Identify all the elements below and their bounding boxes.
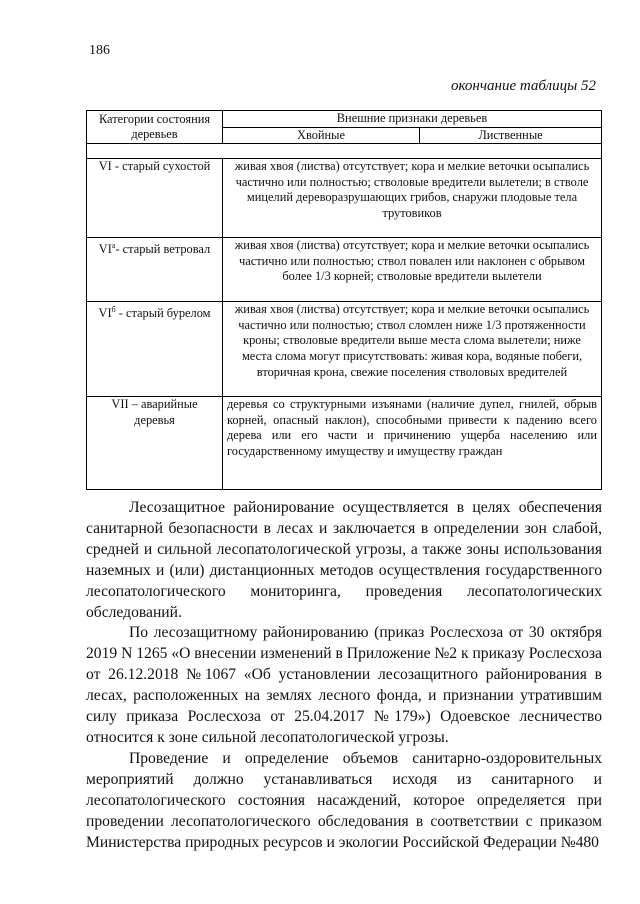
- row-category: [87, 302, 223, 397]
- header-category: Категории состояния деревьев: [87, 111, 223, 144]
- category-superscript: а: [111, 241, 116, 251]
- header-deciduous: Лиственные: [420, 127, 602, 144]
- row-description: живая хвоя (листва) отсутствует; кора и мелкие веточки осыпались частично или полностью; ствол повален или наклонен с обрывом более 1/3 корней; стволовые вредители вылетели: [223, 238, 602, 302]
- paragraph: Проведение и определение объемов санитарно-оздоровительных мероприятий должно устанавливаться исходя из санитарного и лесопатологического состояния насаждений, которое определяется при проведении лесопатологического обследования в соответствии с приказом Министерства природных ресурсов и экологии Российской Федерации №480: [86, 749, 602, 851]
- row-category: VII – аварийные деревья: [87, 397, 223, 490]
- table-row: [87, 302, 602, 397]
- tree-condition-table: [86, 110, 602, 490]
- table-row: [87, 159, 602, 238]
- page-number: 186: [89, 43, 110, 58]
- category-text: - старый бурелом: [115, 306, 211, 321]
- table-row: [87, 238, 602, 302]
- row-description: живая хвоя (листва) отсутствует; кора и мелкие веточки осыпались частично или полностью; стволовые вредители вылетели; в стволе мицелий дереворазрушающих грибов, снаружи плодовые тела трутовиков: [223, 159, 602, 238]
- body-text: [86, 498, 602, 853]
- header-conifer: Хвойные: [223, 127, 420, 144]
- category-superscript: б: [111, 305, 116, 315]
- table-header-row: [87, 111, 602, 128]
- header-signs: Внешние признаки деревьев: [223, 111, 602, 128]
- paragraph: Лесозащитное районирование осуществляется в целях обеспечения санитарной безопасности в лесах и заключается в определении зон слабой, средней и сильной лесопатологической угрозы, а также зоны использования наземных и (или) дистанционных методов осуществления государственного лесопатологического мониторинга, проведения лесопатологических обследований.: [86, 499, 602, 621]
- row-description: живая хвоя (листва) отсутствует; кора и мелкие веточки осыпались частично или полностью; ствол сломлен ниже 1/3 протяженности кроны; стволовые вредители выше места слома вылетели; ниже места слома могут присутствовать: живая кора, водяные побеги, вторичная крона, свежие поселения стволовых вредителей: [223, 302, 602, 397]
- table-row: [87, 397, 602, 490]
- table-empty-row: [87, 144, 602, 159]
- category-roman: VI: [98, 306, 112, 321]
- row-category: VI - старый сухостой: [87, 159, 223, 238]
- paragraph: По лесозащитному районированию (приказ Рослесхоза от 30 октября 2019 N 1265 «О внесении изменений в Приложение №2 к приказу Рослесхоза от 26.12.2018 №1067 «Об установлении лесозащитного районирования в лесах, расположенных на землях лесного фонда, и признании утратившим силу приказа Рослесхоза от 25.04.2017 №179») Одоевское лесничество относится к зоне сильной лесопатологической угрозы.: [86, 624, 603, 746]
- row-description: деревья со структурными изъянами (наличие дупел, гнилей, обрыв корней, опасный наклон), способными привести к падению всего дерева или его части и причинению ущерба населению или государственному имуществу и имуществу граждан: [223, 397, 602, 490]
- table-caption: окончание таблицы 52: [450, 78, 596, 94]
- category-roman: VI: [98, 242, 112, 257]
- row-category: [87, 238, 223, 302]
- category-text: - старый ветровал: [115, 242, 211, 257]
